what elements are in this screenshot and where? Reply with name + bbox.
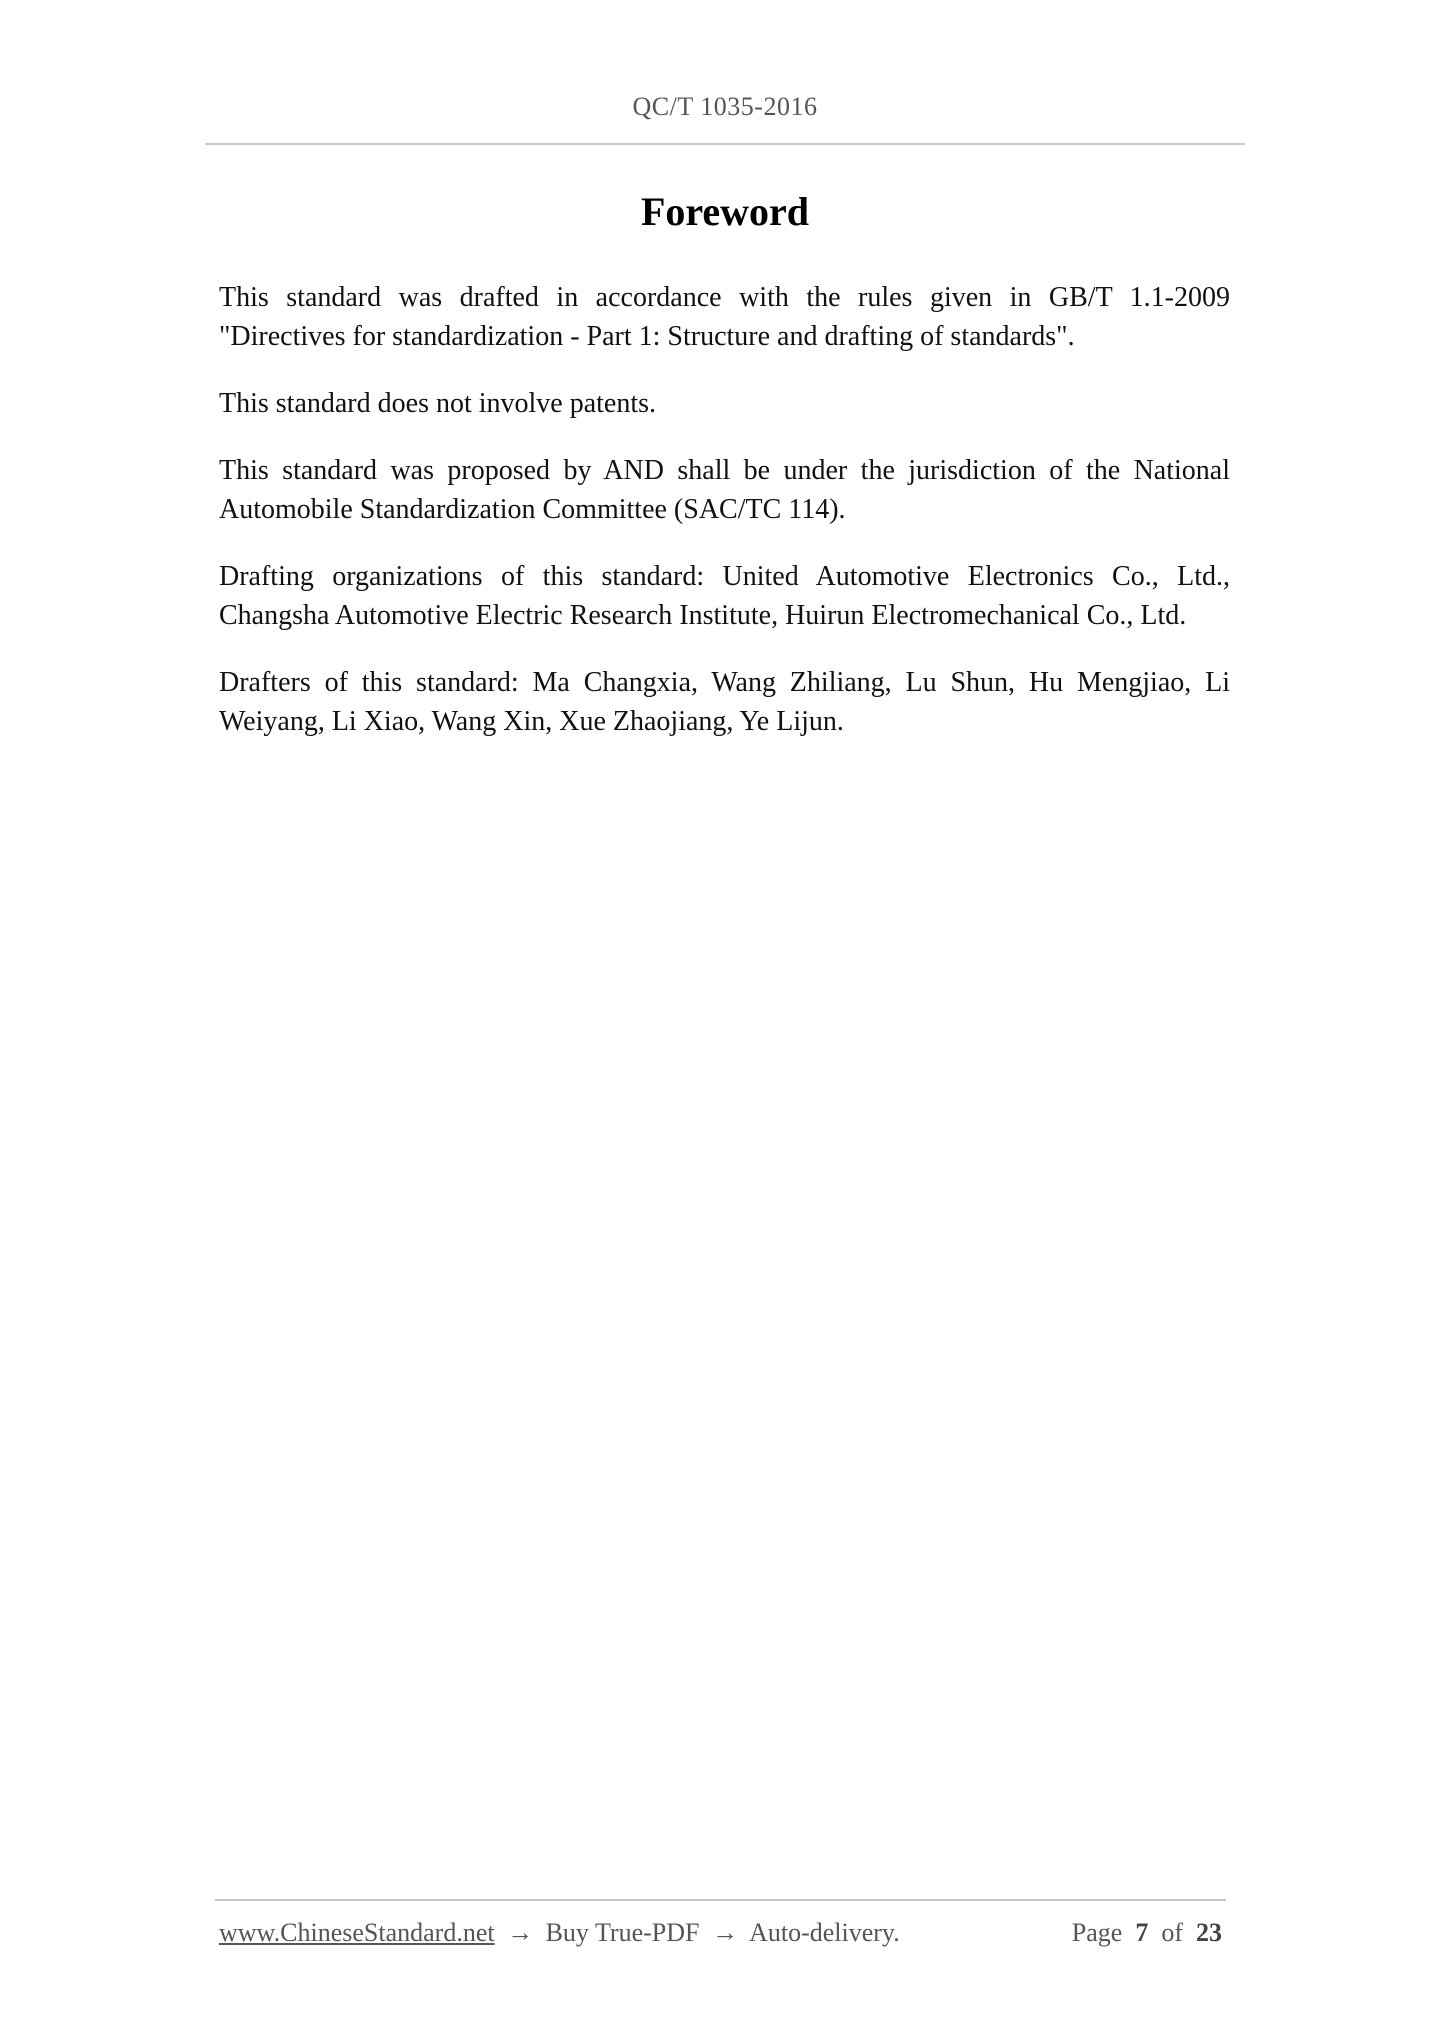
page-footer [219, 1918, 1222, 1948]
auto-delivery-text: Auto-delivery. [749, 1918, 900, 1947]
page-header: QC/T 1035-2016 [632, 92, 818, 121]
footer-divider [215, 1899, 1226, 1901]
website-link[interactable]: www.ChineseStandard.net [219, 1918, 495, 1947]
arrow-right-icon: → [507, 1918, 534, 1947]
footer-purchase-line [219, 1918, 900, 1948]
header-divider [205, 143, 1245, 145]
page-number [1072, 1918, 1222, 1948]
page-title: Foreword [640, 189, 810, 234]
paragraph-drafting-rules: This standard was drafted in accordance with the rules given in GB/T 1.1-2009 "Directives for standardization - Part 1: Structure and drafting of standards". [219, 282, 1230, 352]
paragraph-drafters: Drafters of this standard: Ma Changxia, Wang Zhiliang, Lu Shun, Hu Mengjiao, Li Weiyang, Li Xiao, Wang Xin, Xue Zhaojiang, Ye Lijun. [219, 667, 1230, 737]
buy-true-pdf-text: Buy True-PDF [545, 1918, 700, 1947]
page-label: Page [1071, 1918, 1123, 1947]
arrow-right-icon: → [712, 1918, 738, 1947]
paragraph-patents: This standard does not involve patents. [219, 388, 657, 419]
page-current: 7 [1135, 1918, 1149, 1947]
paragraph-drafting-organizations: Drafting organizations of this standard: United Automotive Electronics Co., Ltd., Changsha Automotive Electric Research Institute, Huirun Electromechanical Co., Ltd. [219, 561, 1230, 631]
document-body [219, 278, 1230, 769]
page-total: 23 [1196, 1918, 1222, 1947]
page-of-label: of [1161, 1918, 1183, 1947]
paragraph-jurisdiction: This standard was proposed by AND shall be under the jurisdiction of the National Automobile Standardization Committee (SAC/TC 114). [219, 455, 1230, 525]
